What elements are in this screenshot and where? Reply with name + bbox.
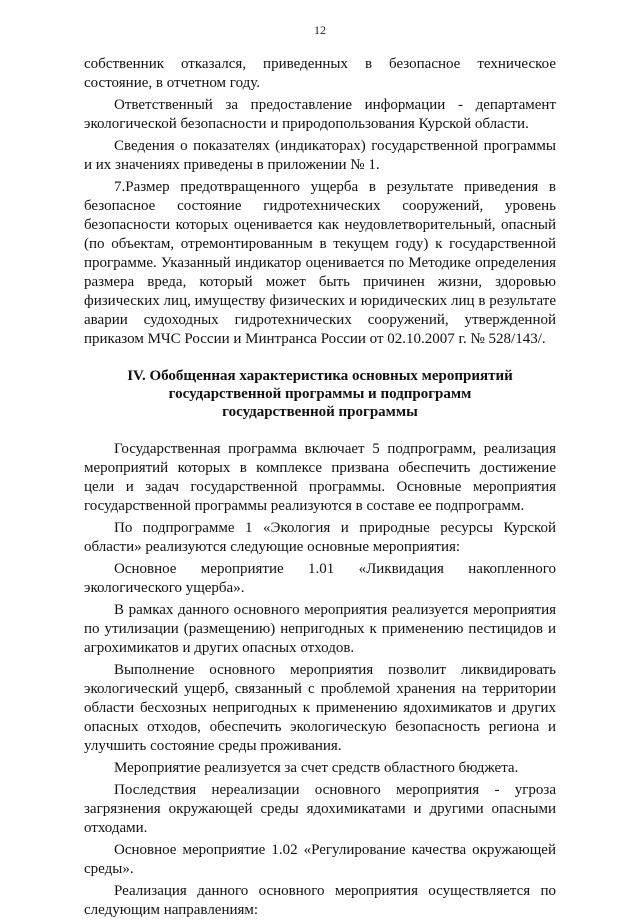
paragraph: Государственная программа включает 5 подпрограмм, реализация мероприятий которых в комплексе призвана обеспечить достижение цели и задач государственной программы. Основные мероприятия государственной программы реализуются в составе ее подпрограмм. <box>84 441 556 514</box>
paragraph: Мероприятие реализуется за счет средств областного бюджета. <box>114 760 519 776</box>
paragraph: Ответственный за предоставление информации - департамент экологической безопасности и природопользования Курской области. <box>84 97 556 132</box>
section-heading-line: государственной программы и подпрограмм <box>168 386 472 402</box>
section-heading-line: государственной программы <box>222 404 418 420</box>
page-content <box>84 55 556 920</box>
paragraph: В рамках данного основного мероприятия реализуется мероприятия по утилизации (размещению) непригодных к применению пестицидов и агрохимикатов и других опасных отходов. <box>84 602 556 656</box>
paragraph: По подпрограмме 1 «Экология и природные ресурсы Курской области» реализуются следующие основные мероприятия: <box>84 520 556 555</box>
paragraph: Сведения о показателях (индикаторах) государственной программы и их значениях приведены в приложении № 1. <box>84 138 556 173</box>
paragraph: Последствия нереализации основного мероприятия - угроза загрязнения окружающей среды ядохимикатами и другими опасными отходами. <box>84 782 556 836</box>
paragraph: 7.Размер предотвращенного ущерба в результате приведения в безопасное состояние гидротехнических сооружений, уровень безопасности которых оценивается как неудовлетворительный, опасный (по объектам, отремонтированным в текущем году) к государственной программе. Указанный индикатор оценивается по Методике определения размера вреда, который может быть причинен жизни, здоровью физических лиц, имуществу физических и юридических лиц в результате аварии судоходных гидротехнических сооружений, утвержденной приказом МЧС России и Минтранса России от 02.10.2007 г. № 528/143/. <box>84 179 556 347</box>
paragraph: Реализация данного основного мероприятия осуществляется по следующим направлениям: <box>84 883 556 918</box>
section-heading-line: IV. Обобщенная характеристика основных мероприятий <box>127 368 513 384</box>
paragraph: собственник отказался, приведенных в безопасное техническое состояние, в отчетном году. <box>84 56 556 91</box>
paragraph: Выполнение основного мероприятия позволит ликвидировать экологический ущерб, связанный с проблемой хранения на территории области бесхозных непригодных к применению ядохимикатов и других опасных отходов, обеспечить экологическую безопасность региона и улучшить состояние среды проживания. <box>84 662 556 754</box>
paragraph: Основное мероприятие 1.01 «Ликвидация накопленного экологического ущерба». <box>84 561 556 596</box>
page-number: 12 <box>314 23 326 37</box>
section-heading <box>84 367 556 421</box>
paragraph: Основное мероприятие 1.02 «Регулирование качества окружающей среды». <box>84 842 556 877</box>
